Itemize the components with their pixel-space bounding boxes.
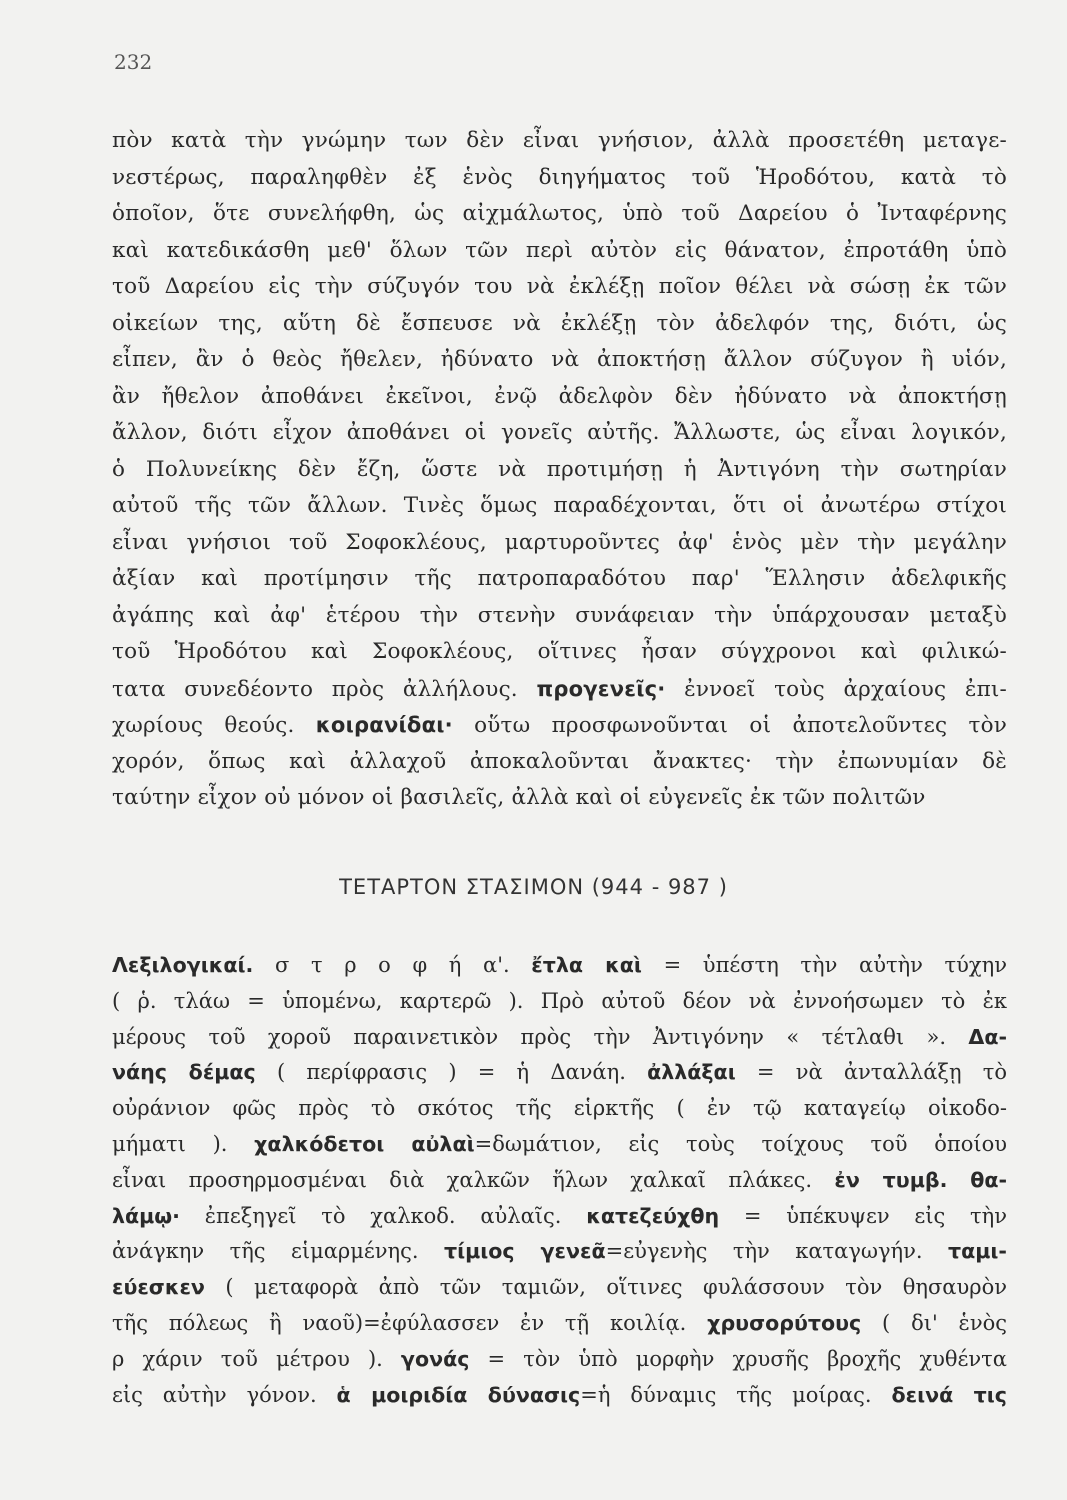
text-line: οἰκείων της, αὕτη δὲ ἔσπευσε νὰ ἐκλέξῃ τὸν ἀδελφόν της, διότι, ὡς — [112, 310, 1007, 336]
text-line: ὁ Πολυνείκης δὲν ἔζη, ὥστε νὰ προτιμήσῃ ἡ Ἀντιγόνη τὴν σωτηρίαν — [112, 456, 1007, 482]
gloss-term: λάμῳ· — [112, 1203, 181, 1228]
gloss-line: μέρους τοῦ χοροῦ παραινετικὸν πρὸς τὴν Ἀντιγόνην « τέτλαθι ». Δα- — [112, 1024, 1007, 1049]
gloss-line: εύεσκεν ( μεταφορὰ ἀπὸ τῶν ταμιῶν, οἵτινες φυλάσσουν τὸν θησαυρὸν — [112, 1275, 1007, 1300]
text-line: νεστέρως, παραληφθὲν ἐξ ἑνὸς διηγήματος τοῦ Ἡροδότου, κατὰ τὸ — [112, 164, 1007, 190]
gloss-term: χρυσορύτους — [707, 1310, 862, 1335]
gloss-term: ἁ μοιριδία δύνασις — [336, 1382, 581, 1407]
text-line: ἄλλον, διότι εἶχον ἀποθάνει οἱ γονεῖς αὐτῆς. Ἄλλωστε, ὡς εἶναι λογικόν, — [112, 420, 1007, 445]
body-text — [112, 123, 1007, 817]
gloss-term: νάης δέμας — [112, 1060, 256, 1085]
text-line: χωρίους θεούς. κοιρανίδαι· οὕτω προσφωνοῦνται οἱ ἀποτελοῦντες τὸν — [112, 712, 1008, 738]
gloss-term: κοιρανίδαι· — [315, 712, 453, 737]
gloss-term: ταμι- — [948, 1239, 1007, 1264]
text-line: χορόν, ὅπως καὶ ἀλλαχοῦ ἀποκαλοῦνται ἄνακτες· τὴν ἐπωνυμίαν δὲ — [112, 748, 1007, 774]
text-line: τοῦ Ἡροδότου καὶ Σοφοκλέους, οἵτινες ἦσαν σύγχρονοι καὶ φιλικώ- — [112, 639, 1007, 664]
gloss-line: εἰς αὐτὴν γόνον. ἁ μοιριδία δύνασις=ἡ δύναμις τῆς μοίρας. δεινά τις — [112, 1382, 1008, 1407]
gloss-line: εἶναι προσηρμοσμέναι διὰ χαλκῶν ἥλων χαλκαῖ πλάκες. ἐν τυμβ. θα- — [112, 1167, 1008, 1192]
text-line: τοῦ Δαρείου εἰς τὴν σύζυγόν του νὰ ἐκλέξῃ ποῖον θέλει νὰ σώσῃ ἐκ τῶν — [112, 274, 1007, 299]
gloss-term: εύεσκεν — [112, 1275, 205, 1300]
text-line: εἶναι γνήσιοι τοῦ Σοφοκλέους, μαρτυροῦντες ἀφ' ἑνὸς μὲν τὴν μεγάλην — [112, 529, 1007, 555]
gloss-term: γονάς — [400, 1346, 470, 1371]
gloss-term: ἀλλάξαι — [647, 1060, 736, 1085]
section-heading: ΤΕΤΑΡΤΟΝ ΣΤΑΣΙΜΟΝ (944 - 987 ) — [339, 875, 728, 899]
text-line: αὐτοῦ τῆς τῶν ἄλλων. Τινὲς ὅμως παραδέχονται, ὅτι οἱ ἀνωτέρω στίχοι — [112, 493, 1007, 518]
gloss-term: τίμιος γενεᾶ — [443, 1239, 606, 1264]
gloss-line: ( ῥ. τλάω = ὑπομένω, καρτερῶ ). Πρὸ αὐτοῦ δέον νὰ ἐννοήσωμεν τὸ ἐκ — [112, 988, 1007, 1013]
gloss-line: ρ χάριν τοῦ μέτρου ). γονάς = τὸν ὑπὸ μορφὴν χρυσῆς βροχῆς χυθέντα — [112, 1346, 1007, 1371]
text-line: τατα συνεδέοντο πρὸς ἀλλήλους. προγενεῖς· ἐννοεῖ τοὺς ἀρχαίους ἐπι- — [112, 675, 1007, 702]
gloss-line: νάης δέμας ( περίφρασις ) = ἡ Δανάη. ἀλλάξαι = νὰ ἀνταλλάξῃ τὸ — [112, 1060, 1007, 1085]
gloss-line: ἀνάγκην τῆς εἱμαρμένης. τίμιος γενεᾶ=εὐγενὴς τὴν καταγωγήν. ταμι- — [112, 1239, 1007, 1264]
text-line: ὁποῖον, ὅτε συνελήφθη, ὡς αἰχμάλωτος, ὑπὸ τοῦ Δαρείου ὁ Ἰνταφέρνης — [112, 201, 1007, 226]
gloss-line: μήματι ). χαλκόδετοι αὐλαὶ=δωμάτιον, εἰς τοὺς τοίχους τοῦ ὁποίου — [112, 1131, 1007, 1156]
text-line: ταύτην εἶχον οὐ μόνον οἱ βασιλεῖς, ἀλλὰ καὶ οἱ εὐγενεῖς ἐκ τῶν πολιτῶν — [112, 785, 926, 810]
gloss-line: τῆς πόλεως ἢ ναοῦ)=ἐφύλασσεν ἐν τῇ κοιλίᾳ. χρυσορύτους ( δι' ἑνὸς — [112, 1310, 1007, 1335]
gloss-term: χαλκόδετοι αὐλαὶ — [254, 1131, 475, 1156]
text-line: πὸν κατὰ τὴν γνώμην των δὲν εἶναι γνήσιον, ἀλλὰ προσετέθη μεταγε- — [112, 128, 1007, 153]
text-line: ἀγάπης καὶ ἀφ' ἑτέρου τὴν στενὴν συνάφειαν τὴν ὑπάρχουσαν μεταξὺ — [112, 602, 1007, 628]
gloss-term: προγενεῖς· — [536, 675, 666, 701]
gloss-line: λάμῳ· ἐπεξηγεῖ τὸ χαλκοδ. αὐλαῖς. κατεζεύχθη = ὑπέκυψεν εἰς τὴν — [112, 1203, 1008, 1228]
gloss-line: οὐράνιον φῶς πρὸς τὸ σκότος τῆς εἱρκτῆς ( ἐν τῷ καταγείῳ οἰκοδο- — [112, 1096, 1007, 1121]
gloss-term: Λεξιλογικαί. — [112, 953, 254, 977]
gloss-term: ἔτλα καὶ — [531, 953, 642, 977]
text-line: εἶπεν, ἂν ὁ θεὸς ἤθελεν, ἠδύνατο νὰ ἀποκτήσῃ ἄλλον σύζυγον ἢ υἱόν, — [112, 347, 1007, 372]
gloss-term: κατεζεύχθη — [586, 1203, 720, 1228]
text-line: καὶ κατεδικάσθη μεθ' ὅλων τῶν περὶ αὐτὸν εἰς θάνατον, ἐπροτάθη ὑπὸ — [112, 237, 1007, 263]
gloss-term: δεινά τις — [891, 1382, 1008, 1407]
page-number: 232 — [114, 50, 153, 74]
text-line: ἂν ἤθελον ἀποθάνει ἐκεῖνοι, ἐνῷ ἀδελφὸν δὲν ἠδύνατο νὰ ἀποκτήσῃ — [112, 383, 1007, 409]
text-line: ἀξίαν καὶ προτίμησιν τῆς πατροπαραδότου παρ' Ἕλλησιν ἀδελφικῆς — [112, 566, 1007, 591]
gloss-term: Δα- — [968, 1024, 1007, 1049]
gloss-line: Λεξιλογικαί. σ τ ρ ο φ ή α'. ἔτλα καὶ = ὑπέστη τὴν αὐτὴν τύχην — [112, 953, 1008, 977]
gloss-text — [112, 948, 1007, 1413]
gloss-term: ἐν τυμβ. θα- — [834, 1167, 1008, 1192]
